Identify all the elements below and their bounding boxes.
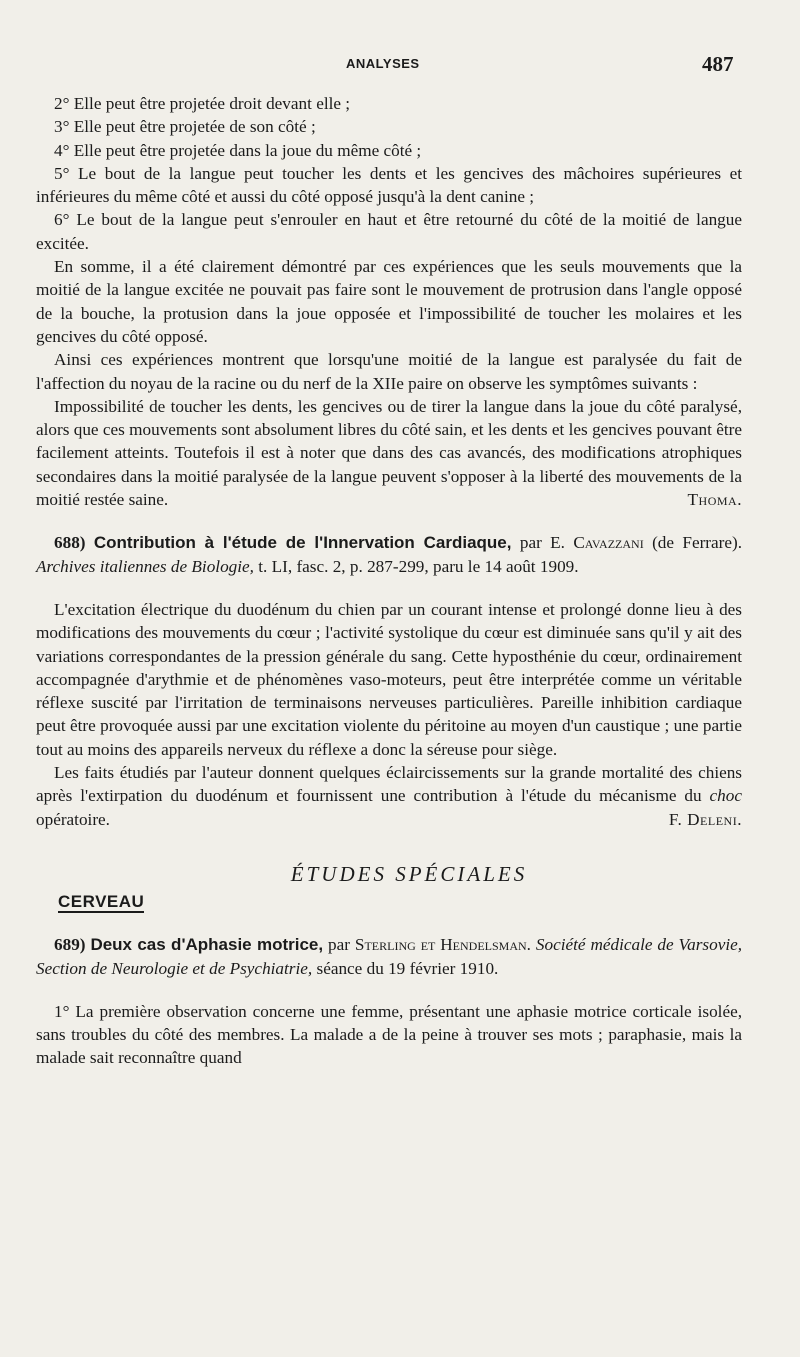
paragraph: L'excitation électrique du duodénum du chien par un courant intense et prolongé donne lieu à des modifications des mouvements du cœur ; l'activité systolique du cœur est diminuée sans qu'il y ait des variations correspondantes de la pression générale du sang. Cette hyposthénie du cœur, ordinairement accompagnée d'arythmie et de phénomènes vaso-moteurs, peut être interprétée comme un véritable réflexe suscité par l'irritation de terminaisons nerveuses particulières. Pareille inhibition cardiaque peut être provoquée aussi par une excitation violente du péritoine au moyen d'un caustique ; une partie tout au moins des appareils nerveux du réflexe a donc la séreuse pour siège. bbox=[36, 599, 742, 759]
article-authors: Sterling et Hendelsman. bbox=[354, 935, 531, 955]
italic-word: choc bbox=[709, 786, 742, 806]
list-item: 4° Elle peut être projetée dans la joue du même côté ; bbox=[54, 140, 422, 160]
list-item: 2° Elle peut être projetée droit devant elle ; bbox=[54, 94, 351, 113]
paragraph-text: Les faits étudiés par l'auteur donnent quelques éclaircissements sur la grande mortalité des chiens après l'extirpation du duodénum et fournissent une contribution à l'étude du mécanisme du bbox=[36, 763, 742, 806]
page-number: 487 bbox=[702, 52, 734, 76]
paragraph-text: Impossibilité de toucher les dents, les gencives ou de tirer la langue dans la joue du côté paralysé, alors que ces mouvements sont absolument libres du côté sain, et les dents et les gencives pouvant être facilement atteints. Toutefois il est à noter que dans des cas avancés, des modifications atrophiques secondaires dans la moitié paralysée de la langue peuvent s'opposer à la liberté des mouvements de la moitié restée saine. bbox=[36, 396, 742, 510]
list-item: 6° Le bout de la langue peut s'enrouler en haut et être retourné du côté de la moitié de langue excitée. bbox=[36, 210, 742, 253]
paragraph-text: opératoire. bbox=[36, 809, 110, 829]
article-number: 688) bbox=[54, 533, 86, 553]
paragraph bbox=[36, 395, 742, 511]
article-details: séance du 19 février 1910. bbox=[316, 958, 499, 978]
article-title: Contribution à l'étude de l'Innervation Cardiaque, bbox=[93, 533, 512, 553]
article-origin: (de Ferrare). bbox=[652, 533, 743, 553]
signature: F. Deleni. bbox=[668, 809, 742, 829]
article-heading bbox=[36, 531, 742, 578]
article-by: par bbox=[519, 533, 542, 553]
spacer bbox=[36, 980, 742, 1000]
paragraph: 1° La première observation concerne une femme, présentant une aphasie motrice corticale isolée, sans troubles du côté des membres. La malade a de la peine à trouver ses mots ; paraphasie, mais la malade sait reconnaître quand bbox=[36, 1001, 742, 1068]
list-item: 3° Elle peut être projetée de son côté ; bbox=[54, 117, 316, 137]
page-header bbox=[0, 52, 800, 76]
running-head: ANALYSES bbox=[346, 56, 420, 71]
subsection-title: CERVEAU bbox=[58, 892, 145, 912]
article-journal: Société médicale de Varsovie, Section de Neurologie et de Psychiatrie, bbox=[36, 935, 743, 978]
body-text bbox=[36, 92, 742, 1070]
list-item: 5° Le bout de la langue peut toucher les dents et les gencives des mâchoires supérieures et inférieures du même côté et aussi du côté opposé jusqu'à la dent canine ; bbox=[36, 163, 742, 207]
article-number: 689) bbox=[54, 935, 86, 955]
article-details: t. LI, fasc. 2, p. 287-299, paru le 14 août 1909. bbox=[258, 556, 579, 576]
article-by: par bbox=[328, 935, 350, 955]
section-title: ÉTUDES SPÉCIALES bbox=[290, 861, 528, 886]
signature: Thoma. bbox=[687, 490, 742, 510]
article-title: Deux cas d'Aphasie motrice, bbox=[90, 935, 324, 955]
spacer bbox=[36, 578, 742, 598]
paragraph bbox=[36, 761, 742, 831]
article-heading bbox=[36, 933, 742, 980]
article-author: E. Cavazzani bbox=[550, 533, 644, 553]
spacer bbox=[36, 511, 742, 531]
article-journal: Archives italiennes de Biologie, bbox=[36, 556, 254, 576]
paragraph: En somme, il a été clairement démontré par ces expériences que les seuls mouvements que la moitié de la langue excitée ne pouvait pas faire sont le mouvement de protrusion dans l'angle opposé de la bouche, la protusion dans la joue opposée et l'impossibilité de toucher les molaires et les gencives du côté opposé. bbox=[36, 257, 742, 346]
paragraph: Ainsi ces expériences montrent que lorsqu'une moitié de la langue est paralysée du fait de l'affection du noyau de la racine ou du nerf de la XIIe paire on observe les symptômes suivants : bbox=[36, 350, 742, 393]
